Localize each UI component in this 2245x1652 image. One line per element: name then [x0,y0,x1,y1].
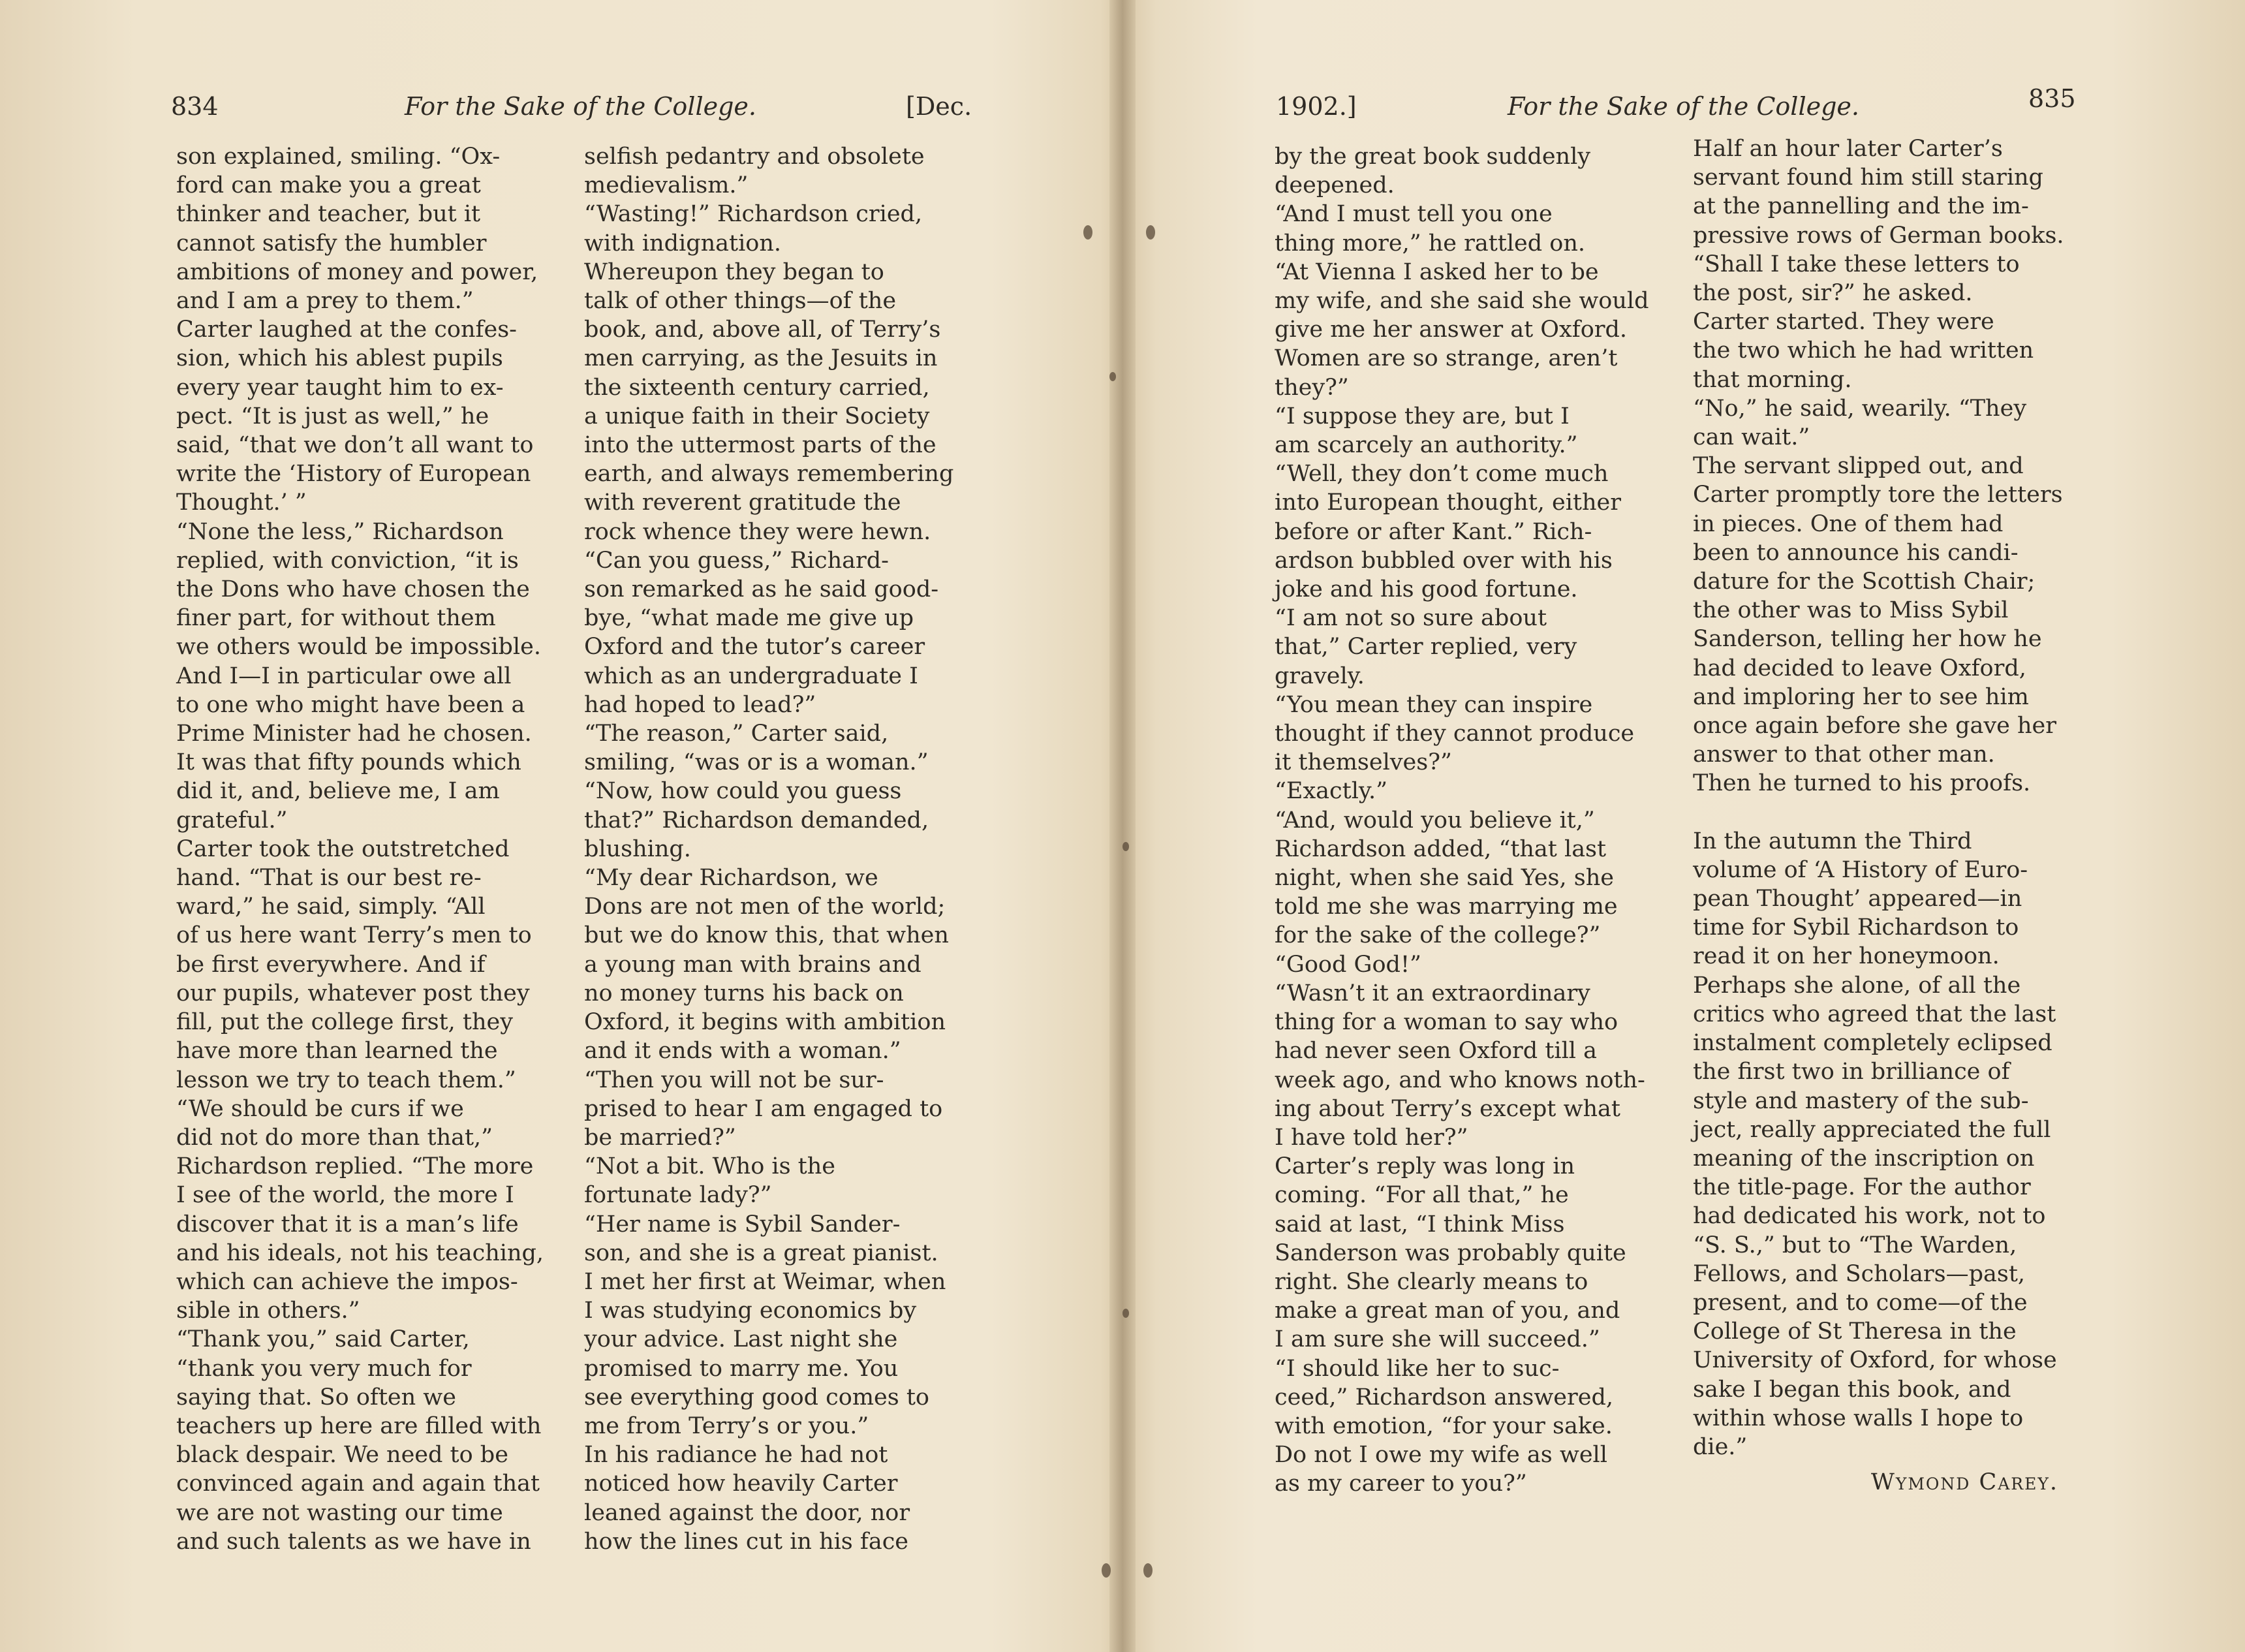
left-running-month: [Dec. [906,92,972,121]
left-page [0,0,1109,1652]
paragraph: Half an hour later Carter’s servant found him still staring at the pannelling and the im- pressive rows of German books. [1693,136,2064,249]
paragraph: “Now, how could you guess that?” Richardson demanded, blushing. [584,778,929,862]
right-running-title: For the Sake of the College. [1508,92,1859,121]
paragraph: “Wasting!” Richardson cried, with indignation. [584,201,923,257]
paragraph: “Thank you,” said Carter, “thank you very much for saying that. So often we teachers up here are filled with black despair. We need to be convinced again and again that we are not wasting our time and such talents as we have in [176,1326,542,1555]
paragraph: “My dear Richardson, we Dons are not men of the world; but we do know this, that when a young man with brains and no money turns his back on Oxford, it begins with ambition and it ends with a woman.” [584,865,949,1065]
paragraph: “No,” he said, wearily. “They can wait.” [1693,395,2027,451]
right-column-1 [1275,142,1665,1499]
paragraph: “I should like her to suc- ceed,” Richardson answered, with emotion, “for your sake. Do not I owe my wife as well as my career to you?” [1275,1355,1613,1497]
paragraph: “You mean they can inspire thought if they cannot produce it themselves?” [1275,691,1635,776]
book-gutter [1109,0,1136,1652]
paragraph: “None the less,” Richardson replied, with conviction, “it is the Dons who have chosen the finer part, for without them we others would be impossible. And I—I in particular owe all to one who might have been a Prime Minister had he chosen. It was that fifty pounds which did it, and, believe me, I am grateful.” [176,518,541,834]
paragraph: “Shall I take these letters to the post, sir?” he asked. [1693,251,2020,307]
left-page-number: 834 [171,92,219,121]
paragraph: “And I must tell you one thing more,” he rattled on. “At Vienna I asked her to be my wife, and she said she would give me her answer at Oxford. Women are so strange, aren’t they?” [1275,201,1649,401]
paragraph: “Can you guess,” Richard- son remarked as he said good- bye, “what made me give up Oxford and the tutor’s career which as an undergraduate I had hoped to lead?” [584,547,939,718]
paragraph: Carter started. They were the two which he had written that morning. [1693,309,2034,393]
right-running-year: 1902.] [1276,92,1357,121]
right-page-number: 835 [2028,84,2076,113]
paragraph: “Exactly.” [1275,778,1388,805]
paragraph: “Wasn’t it an extraordinary thing for a woman to say who had never seen Oxford till a week ago, and who knows noth- ing about Terry’s except what I have told her?” [1275,980,1645,1151]
paragraph: “The reason,” Carter said, smiling, “was or is a woman.” [584,721,929,776]
paragraph: Then he turned to his proofs. [1693,770,2031,797]
paragraph: “I suppose they are, but I am scarcely an authority.” [1275,403,1578,459]
paragraph: “We should be curs if we did not do more than that,” Richardson replied. “The more I see of the world, the more I discover that it is a man’s life and his ideals, not his teaching, which can achieve the impos- sible in others.” [176,1095,544,1324]
paragraph: Whereupon they began to talk of other things—of the book, and, above all, of Terry’s men carrying, as the Jesuits in the sixteenth century carried, a unique faith in their Society into the uttermost parts of the earth, and always remembering with reverent gratitude the rock whence they were hewn. [584,258,954,545]
paragraph: “Not a bit. Who is the fortunate lady?” [584,1153,835,1209]
paragraph: “Good God!” [1275,951,1421,978]
paragraph: “And, would you believe it,” Richardson added, “that last night, when she said Yes, she told me she was marrying me for the sake of the college?” [1275,807,1618,949]
right-page [1136,0,2245,1652]
right-column-2 [1693,134,2084,1497]
binding-stitch [1122,842,1129,851]
section-break [1693,798,2084,827]
binding-stitch [1102,1563,1111,1578]
paragraph: In his radiance he had not noticed how heavily Carter leaned against the door, nor how the lines cut in his face [584,1442,910,1555]
paragraph: Carter’s reply was long in coming. “For all that,” he said at last, “I think Miss Sanderson was probably quite right. She clearly means to make a great man of you, and I am sure she will succeed.” [1275,1153,1626,1353]
left-running-title: For the Sake of the College. [405,92,756,121]
author-signature: Wymond Carey. [1870,1469,2058,1496]
paragraph: selfish pedantry and obsolete medievalism.” [584,144,925,199]
paragraph: The servant slipped out, and Carter promptly tore the letters in pieces. One of them had been to announce his candi- dature for the Scottish Chair; the other was to Miss Sybil Sanderson, telling her how he had decided to leave Oxford, and imploring her to see him once again before she gave her answer to that other man. [1693,453,2063,768]
left-column-2 [584,142,974,1556]
paragraph: son explained, smiling. “Ox- ford can make you a great thinker and teacher, but it cannot satisfy the humbler ambitions of money and power, and I am a prey to them.” Carter laughed at the confes- sion, which his ablest pupils every year taught him to ex- pect. “It is just as well,” he said, “that we don’t all want to write the ‘History of European Thought.’ ” [176,144,538,516]
binding-stitch [1083,225,1092,240]
closing-paragraph: In the autumn the Third volume of ‘A History of Euro- pean Thought’ appeared—in time for Sybil Richardson to read it on her honeymoon. Perhaps she alone, of all the critics who agreed that the last instalment completely eclipsed the first two in brilliance of style and mastery of the sub- ject, really appreciated the full meaning of the inscription on the title-page. For the author had dedicated his work, not to “S. S.,” but to “The Warden, Fellows, and Scholars—past, present, and to come—of the College of St Theresa in the University of Oxford, for whose sake I began this book, and within whose walls I hope to die.” [1693,828,2057,1460]
left-column-1 [176,142,561,1556]
paragraph: Carter took the outstretched hand. “That is our best re- ward,” he said, simply. “All of us here want Terry’s men to be first everywhere. And if our pupils, whatever post they fill, put the college first, they have more than learned the lesson we try to teach them.” [176,835,532,1093]
binding-stitch [1109,372,1116,381]
paragraph: “I am not so sure about that,” Carter replied, very gravely. [1275,605,1577,689]
paragraph: “Her name is Sybil Sander- son, and she is a great pianist. I met her first at Weimar, when I was studying economics by your advice. Last night she promised to marry me. You see everything good comes to me from Terry’s or you.” [584,1211,946,1439]
paragraph: “Well, they don’t come much into European thought, either before or after Kant.” Rich- ardson bubbled over with his joke and his good fortune. [1275,461,1621,603]
paragraph: by the great book suddenly deepened. [1275,144,1591,199]
binding-stitch [1122,1309,1129,1318]
paragraph: “Then you will not be sur- prised to hear I am engaged to be married?” [584,1067,943,1151]
